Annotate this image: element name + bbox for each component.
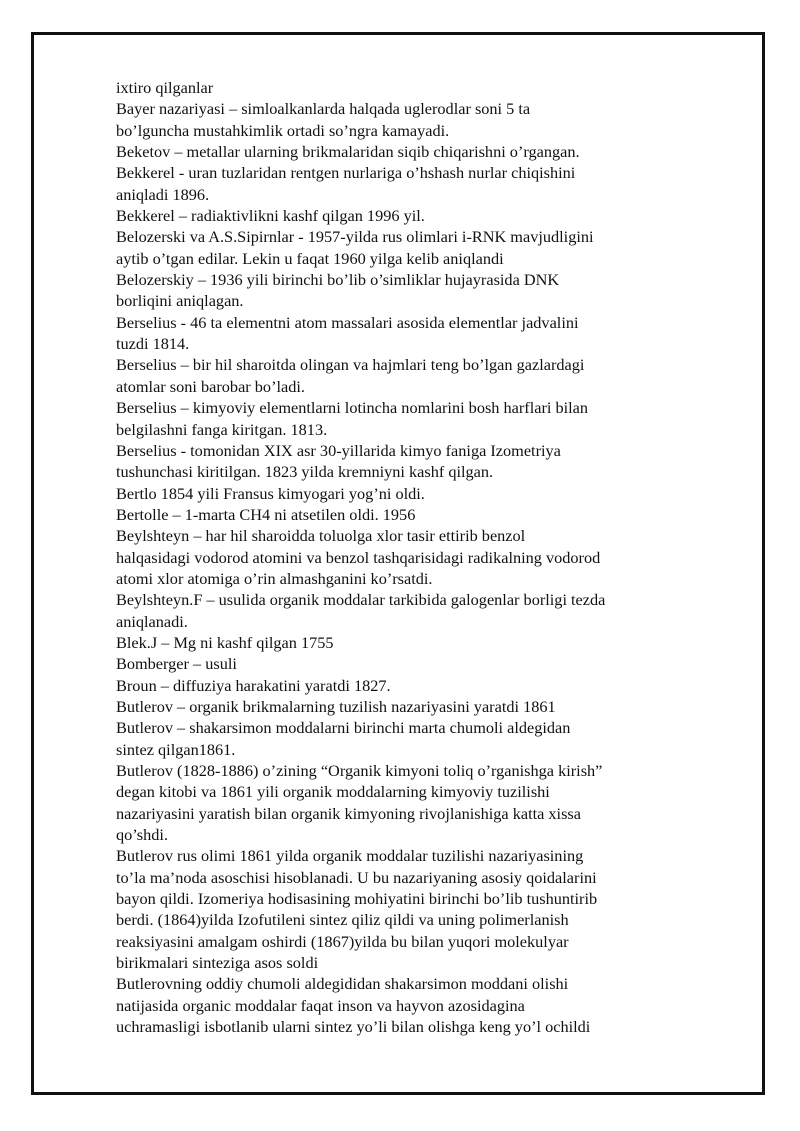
text-line: qo’shdi.	[116, 825, 169, 845]
text-line: natijasida organic moddalar faqat inson va hayvon azosidagina	[116, 995, 525, 1015]
text-line: Bayer nazariyasi – simloalkanlarda halqada uglerodlar soni 5 ta	[116, 99, 531, 119]
text-line: reaksiyasini amalgam oshirdi (1867)yilda bu bilan yuqori molekulyar	[116, 931, 569, 951]
text-line: aytib o’tgan edilar. Lekin u faqat 1960 yilga kelib aniqlandi	[116, 248, 504, 268]
text-line: Berselius - tomonidan XIX asr 30-yillarida kimyo faniga Izometriya	[116, 440, 561, 460]
text-line: ixtiro qilganlar	[116, 78, 214, 97]
text-line: atomlar soni barobar bo’ladi.	[116, 376, 305, 396]
text-line: Beylshteyn – har hil sharoidda toluolga xlor tasir ettirib benzol	[116, 526, 526, 546]
text-line: belgilashni fanga kiritgan. 1813.	[116, 419, 328, 439]
text-line: halqasidagi vodorod atomini va benzol tashqarisidagi radikalning vodorod	[116, 547, 601, 567]
document-text	[116, 77, 706, 1037]
text-line: Belozerski va A.S.Sipirnlar - 1957-yilda rus olimlari i-RNK mavjudligini	[116, 227, 594, 247]
text-line: Butlerov – shakarsimon moddalarni birinchi marta chumoli aldegidan	[116, 718, 571, 738]
text-line: bayon qildi. Izomeriya hodisasining mohiyatini birinchi bo’lib tushuntirib	[116, 889, 598, 909]
text-line: to’la ma’noda asoschisi hisoblanadi. U bu nazariyaning asosiy qoidalarini	[116, 867, 597, 887]
text-line: degan kitobi va 1861 yili organik moddalarning kimyoviy tuzilishi	[116, 782, 550, 802]
text-line: Belozerskiy – 1936 yili birinchi bo’lib o’simliklar hujayrasida DNK	[116, 270, 560, 290]
text-line: Bertolle – 1-marta CH4 ni atsetilen oldi. 1956	[116, 504, 416, 524]
text-line: Butlerov rus olimi 1861 yilda organik moddalar tuzilishi nazariyasining	[116, 846, 584, 866]
text-line: aniqlanadi.	[116, 611, 188, 631]
text-line: Bomberger – usuli	[116, 654, 237, 674]
text-line: Butlerovning oddiy chumoli aldegididan shakarsimon moddani olishi	[116, 974, 569, 994]
text-line: Berselius – bir hil sharoitda olingan va hajmlari teng bo’lgan gazlardagi	[116, 355, 585, 375]
text-line: aniqladi 1896.	[116, 184, 210, 204]
text-line: Beylshteyn.F – usulida organik moddalar tarkibida galogenlar borligi tezda	[116, 590, 606, 610]
text-line: bo’lguncha mustahkimlik ortadi so’ngra kamayadi.	[116, 120, 450, 140]
text-line: tushunchasi kiritilgan. 1823 yilda kremniyni kashf qilgan.	[116, 462, 494, 482]
text-line: uchramasligi isbotlanib ularni sintez yo’li bilan olishga keng yo’l ochildi	[116, 1017, 591, 1037]
text-line: tuzdi 1814.	[116, 334, 190, 354]
text-line: sintez qilgan1861.	[116, 739, 236, 759]
text-line: atomi xlor atomiga o’rin almashganini ko’rsatdi.	[116, 568, 433, 588]
text-line: Bekkerel - uran tuzlaridan rentgen nurlariga o’hshash nurlar chiqishini	[116, 163, 576, 183]
text-line: Butlerov – organik brikmalarning tuzilish nazariyasini yaratdi 1861	[116, 696, 556, 716]
text-line: Berselius - 46 ta elementni atom massalari asosida elementlar jadvalini	[116, 312, 579, 332]
text-line: Broun – diffuziya harakatini yaratdi 1827.	[116, 675, 391, 695]
text-line: berdi. (1864)yilda Izofutileni sintez qiliz qildi va uning polimerlanish	[116, 910, 569, 930]
text-line: nazariyasini yaratish bilan organik kimyoning rivojlanishiga katta xissa	[116, 803, 581, 823]
text-line: borliqini aniqlagan.	[116, 291, 244, 311]
text-line: Beketov – metallar ularning brikmalaridan siqib chiqarishni o’rgangan.	[116, 142, 580, 162]
text-line: Blek.J – Mg ni kashf qilgan 1755	[116, 632, 334, 652]
text-line: birikmalari sinteziga asos soldi	[116, 953, 319, 973]
text-line: Butlerov (1828-1886) o’zining “Organik kimyoni toliq o’rganishga kirish”	[116, 761, 603, 780]
text-line: Bertlo 1854 yili Fransus kimyogari yog’ni oldi.	[116, 483, 425, 503]
text-line: Berselius – kimyoviy elementlarni lotincha nomlarini bosh harflari bilan	[116, 398, 589, 418]
text-line: Bekkerel – radiaktivlikni kashf qilgan 1996 yil.	[116, 206, 425, 226]
